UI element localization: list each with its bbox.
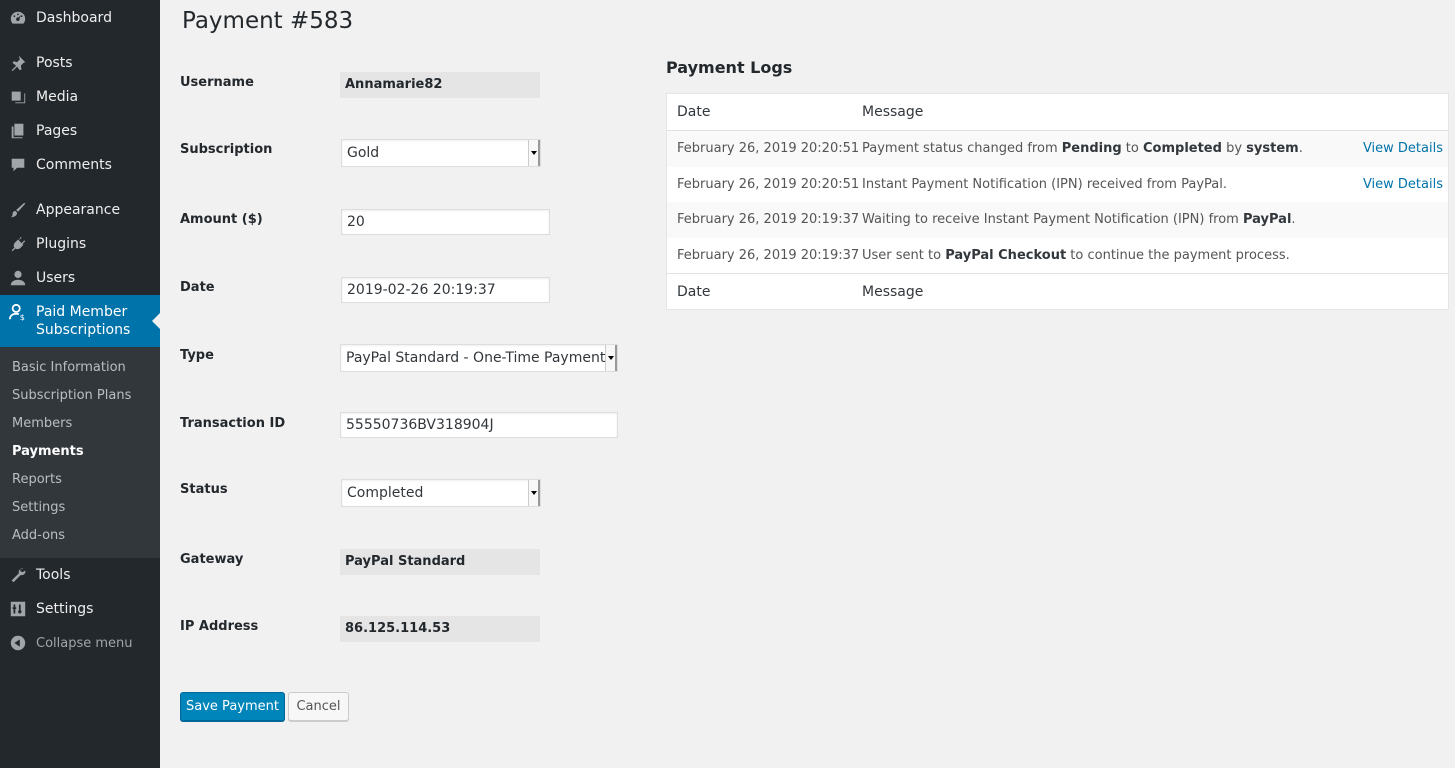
submenu-add-ons[interactable]: Add-ons bbox=[12, 528, 66, 543]
log-date: February 26, 2019 20:19:37 bbox=[677, 212, 860, 227]
plugin-icon bbox=[0, 235, 36, 253]
ip-address-label: IP Address bbox=[180, 619, 259, 634]
menu-appearance[interactable] bbox=[0, 193, 160, 227]
menu-plugins[interactable] bbox=[0, 227, 160, 261]
menu-tools-label: Tools bbox=[36, 567, 71, 583]
status-label: Status bbox=[180, 482, 228, 497]
type-selected: PayPal Standard - One-Time Payment bbox=[346, 350, 606, 366]
user-icon bbox=[0, 269, 36, 287]
log-message: Instant Payment Notification (IPN) received from PayPal. bbox=[862, 176, 1227, 192]
date-label: Date bbox=[180, 280, 215, 295]
menu-dashboard-label: Dashboard bbox=[36, 10, 112, 26]
submenu-settings[interactable]: Settings bbox=[12, 500, 66, 515]
admin-sidebar bbox=[0, 0, 160, 768]
save-payment-button[interactable]: Save Payment bbox=[180, 692, 285, 721]
menu-tools[interactable] bbox=[0, 558, 160, 592]
comment-icon bbox=[0, 156, 36, 174]
collapse-menu-label: Collapse menu bbox=[36, 635, 133, 651]
media-icon bbox=[0, 88, 36, 106]
log-date: February 26, 2019 20:20:51 bbox=[677, 176, 860, 192]
menu-pms-label: Paid Member Subscriptions bbox=[36, 304, 131, 338]
type-label: Type bbox=[180, 348, 214, 363]
menu-plugins-label: Plugins bbox=[36, 236, 87, 252]
username-label: Username bbox=[180, 75, 254, 90]
settings-sliders-icon bbox=[0, 600, 36, 618]
log-row bbox=[667, 131, 1448, 167]
svg-text:$: $ bbox=[19, 312, 25, 321]
current-menu-arrow bbox=[152, 313, 160, 329]
pages-icon bbox=[0, 122, 36, 140]
brush-icon bbox=[0, 201, 36, 219]
log-row bbox=[667, 238, 1448, 274]
amount-label: Amount ($) bbox=[180, 212, 263, 227]
ip-address-value: 86.125.114.53 bbox=[340, 616, 540, 642]
log-date: February 26, 2019 20:20:51 bbox=[677, 141, 860, 156]
dashboard-icon bbox=[0, 9, 36, 27]
menu-posts-label: Posts bbox=[36, 55, 73, 71]
logs-table-footer bbox=[667, 273, 1448, 310]
wrench-icon bbox=[0, 566, 36, 584]
subscription-select[interactable] bbox=[341, 139, 541, 167]
pin-icon bbox=[0, 54, 36, 72]
menu-users[interactable] bbox=[0, 261, 160, 295]
submenu-subscription-plans[interactable]: Subscription Plans bbox=[12, 388, 132, 403]
menu-posts[interactable] bbox=[0, 46, 160, 80]
submenu-payments[interactable]: Payments bbox=[12, 444, 84, 459]
log-date: February 26, 2019 20:19:37 bbox=[677, 247, 860, 263]
menu-settings-label: Settings bbox=[36, 601, 94, 617]
status-select[interactable] bbox=[341, 479, 541, 507]
subscription-label: Subscription bbox=[180, 142, 273, 157]
payment-logs-title: Payment Logs bbox=[666, 58, 793, 77]
logs-table-header bbox=[667, 94, 1448, 131]
menu-comments[interactable] bbox=[0, 148, 160, 182]
column-footer-date: Date bbox=[677, 284, 711, 300]
log-row bbox=[667, 167, 1448, 203]
menu-appearance-label: Appearance bbox=[36, 202, 121, 218]
subscription-selected: Gold bbox=[347, 145, 380, 161]
transaction-id-label: Transaction ID bbox=[180, 416, 286, 431]
collapse-icon bbox=[0, 634, 36, 652]
submenu-reports[interactable]: Reports bbox=[12, 472, 62, 487]
cancel-button[interactable]: Cancel bbox=[288, 692, 349, 721]
username-value: Annamarie82 bbox=[340, 72, 540, 98]
dropdown-arrow-icon bbox=[605, 345, 617, 371]
gateway-label: Gateway bbox=[180, 552, 244, 567]
log-message: Payment status changed from Pending to Completed by system. bbox=[862, 141, 1303, 156]
submenu-basic-information[interactable]: Basic Information bbox=[12, 360, 126, 375]
collapse-menu-button[interactable] bbox=[0, 626, 160, 660]
column-header-date: Date bbox=[677, 104, 711, 120]
view-details-link[interactable]: View Details bbox=[1362, 176, 1443, 192]
menu-users-label: Users bbox=[36, 270, 76, 286]
page-title: Payment #583 bbox=[182, 8, 354, 34]
log-message: User sent to PayPal Checkout to continue the payment process. bbox=[862, 247, 1290, 263]
column-footer-message: Message bbox=[862, 284, 924, 300]
menu-pages[interactable] bbox=[0, 114, 160, 148]
menu-media-label: Media bbox=[36, 89, 79, 105]
menu-pages-label: Pages bbox=[36, 123, 78, 139]
member-icon bbox=[0, 303, 36, 321]
transaction-id-input[interactable]: 55550736BV318904J bbox=[340, 412, 618, 438]
date-input[interactable]: 2019-02-26 20:19:37 bbox=[341, 277, 550, 303]
column-header-message: Message bbox=[862, 104, 924, 120]
dropdown-arrow-icon bbox=[528, 480, 540, 506]
status-selected: Completed bbox=[347, 485, 424, 501]
menu-comments-label: Comments bbox=[36, 157, 112, 173]
payment-logs-table bbox=[666, 93, 1449, 310]
menu-dashboard[interactable] bbox=[0, 1, 160, 35]
menu-settings[interactable] bbox=[0, 592, 160, 626]
type-select[interactable] bbox=[340, 344, 618, 372]
dropdown-arrow-icon bbox=[528, 140, 540, 166]
log-row bbox=[667, 202, 1448, 238]
menu-paid-member-subscriptions[interactable] bbox=[0, 295, 160, 347]
submenu-members[interactable]: Members bbox=[12, 416, 73, 431]
log-message: Waiting to receive Instant Payment Notification (IPN) from PayPal. bbox=[862, 212, 1296, 227]
view-details-link[interactable]: View Details bbox=[1362, 141, 1443, 156]
menu-media[interactable] bbox=[0, 80, 160, 114]
amount-input[interactable]: 20 bbox=[341, 209, 550, 235]
pms-submenu bbox=[0, 347, 160, 558]
gateway-value: PayPal Standard bbox=[340, 549, 540, 575]
